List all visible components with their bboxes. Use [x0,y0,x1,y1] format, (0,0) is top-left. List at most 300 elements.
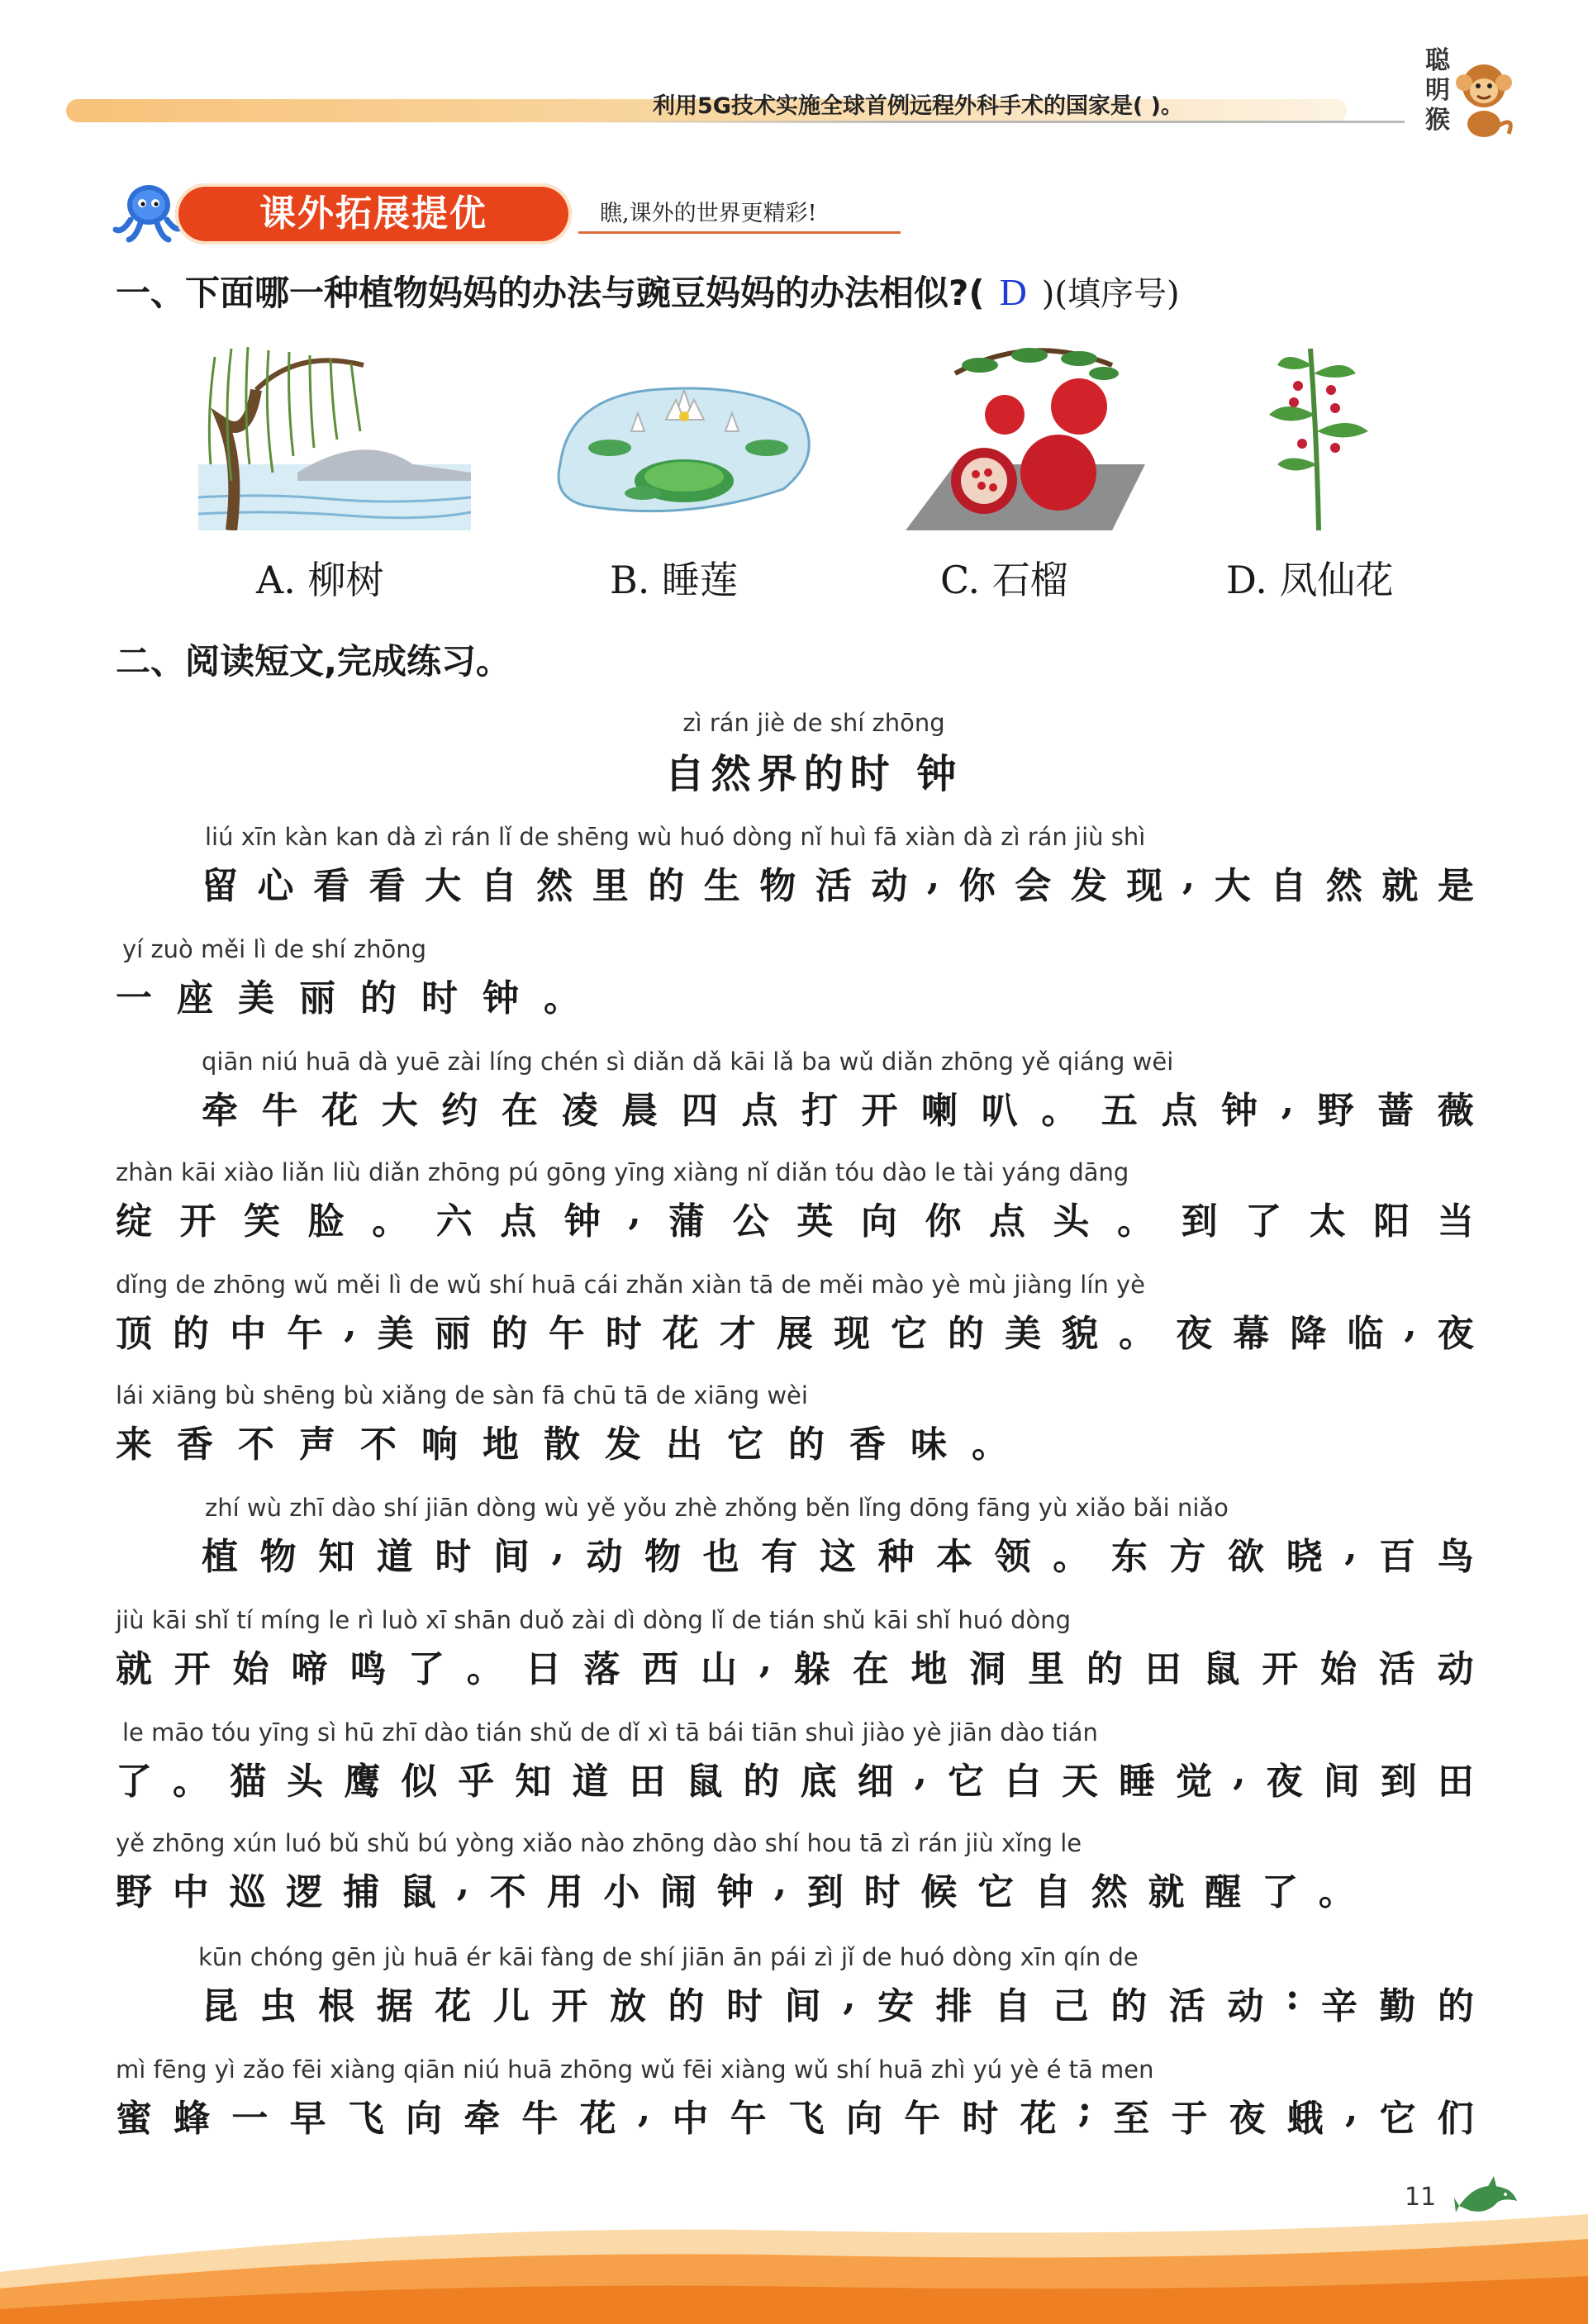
text-char: 中 [672,2098,709,2140]
question-1-suffix: )(填序号) [1041,275,1180,313]
text-char: 会 [1015,865,1052,907]
text-char: 鸟 [1437,1536,1474,1578]
text-char: 洞 [969,1648,1006,1690]
text-line [202,1081,1474,1132]
footer-decor-band [0,2198,1588,2324]
text-char: 你 [925,1200,962,1243]
text-char: 用 [546,1871,583,1913]
text-char: , [551,1527,564,1569]
text-char: 时 [421,977,458,1019]
text-char: 。 [372,1200,409,1243]
text-char: 夜 [1176,1313,1213,1355]
text-char: , [1345,2089,1358,2131]
text-char: 欲 [1228,1536,1265,1578]
text-char: 香 [177,1423,213,1466]
text-char: 看 [313,865,350,907]
text-char: 据 [376,1985,413,2027]
text-char: 醒 [1205,1871,1242,1913]
text-char: 就 [116,1648,152,1690]
text-char: 至 [1113,2098,1150,2140]
text-line [116,1639,1474,1690]
text-char: 间 [492,1536,530,1578]
text-char: 留 [202,865,238,907]
text-char: 钟 [563,1200,601,1243]
text-char: 牛 [521,2098,559,2140]
text-line [116,1191,1474,1243]
text-char: 了 [116,1761,152,1803]
text-char: 落 [583,1648,620,1690]
text-char: 们 [1437,2098,1474,2140]
text-char: 乎 [458,1761,495,1803]
text-char: , [456,1862,470,1904]
text-char: 点 [1161,1090,1198,1132]
text-char: 似 [401,1761,438,1803]
text-char: 就 [1381,865,1419,907]
text-char: 午 [730,2098,767,2140]
text-char: 响 [421,1423,458,1466]
text-char: 花 [435,1985,472,2027]
pinyin-line: yí zuò měi lì de shí zhōng [122,935,427,963]
text-char: 。 [466,1648,503,1690]
text-char: 方 [1169,1536,1206,1578]
text-char: 野 [1317,1090,1354,1132]
text-char: 野 [116,1871,152,1913]
pinyin-line: liú xīn kàn kan dà zì rán lǐ de shēng wù huó dòng nǐ huì fā xiàn dà zì rán jiù shì [205,823,1146,851]
text-char: 它 [948,1761,985,1803]
text-char: 它 [1379,2098,1416,2140]
text-char: 头 [1053,1200,1090,1243]
pinyin-line: yě zhōng xún luó bǔ shǔ bú yòng xiǎo nào zhōng dào shí hou tā zì rán jiù xǐng le [116,1829,1082,1857]
text-char: 山 [700,1648,737,1690]
text-char: 美 [377,1313,414,1355]
text-char: 田 [1144,1648,1181,1690]
text-char: 看 [368,865,406,907]
text-line [116,1751,1474,1803]
text-line [116,968,611,1019]
text-char: 候 [920,1871,958,1913]
text-char: 。 [1041,1090,1078,1132]
text-char: , [843,1976,856,2018]
text-char: 现 [833,1313,870,1355]
option-b: B. 睡莲 [610,558,739,602]
brand-char: 猴 [1425,106,1450,135]
text-char: 钟 [1221,1090,1258,1132]
text-char: 的 [360,977,397,1019]
text-char: 阳 [1373,1200,1410,1243]
passage-title-pinyin: zì rán jiè de shí zhōng [682,709,945,737]
text-char: 。 [1053,1536,1090,1578]
text-char: 一 [231,2098,269,2140]
option-a: A. 柳树 [256,558,384,602]
text-char: 领 [994,1536,1031,1578]
willow-tree-icon [198,340,471,530]
text-char: 。 [972,1423,1008,1466]
text-char: 花 [321,1090,359,1132]
text-char: 六 [435,1200,473,1243]
text-char: 。 [1119,1313,1156,1355]
text-char: 牛 [261,1090,298,1132]
text-char: 然 [1091,1871,1128,1913]
text-char: 物 [644,1536,682,1578]
pinyin-line: le māo tóu yīng sì hū zhī dào tián shǔ de dǐ xì tā bái tiān shuì jiào yè jiān dào tián [122,1718,1098,1747]
text-char: 发 [1070,865,1107,907]
text-char: 鸣 [349,1648,387,1690]
text-char: 座 [177,977,213,1019]
text-char: 丽 [434,1313,471,1355]
text-char: 顶 [116,1313,152,1355]
text-char: 的 [788,1423,825,1466]
text-char: 猫 [230,1761,267,1803]
text-char: 大 [1214,865,1251,907]
text-char: 自 [994,1985,1031,2027]
text-line [202,1976,1474,2027]
text-char: 的 [948,1313,985,1355]
monkey-mascot-icon [1451,58,1517,140]
text-char: 啼 [291,1648,328,1690]
text-char: 展 [776,1313,813,1355]
text-char: 觉 [1176,1761,1213,1803]
text-char: 逻 [286,1871,323,1913]
text-char: 开 [551,1985,588,2027]
text-char: 午 [287,1313,324,1355]
text-char: 花 [1020,2098,1057,2140]
text-char: 地 [910,1648,948,1690]
text-char: 物 [759,865,796,907]
text-char: 蒲 [668,1200,706,1243]
text-char: 发 [605,1423,641,1466]
text-char: 己 [1052,1985,1089,2027]
text-char: 钟 [483,977,519,1019]
text-char: 鼠 [1203,1648,1240,1690]
text-char: 也 [702,1536,739,1578]
balsam-flower-icon [1253,340,1376,530]
pinyin-line: zhí wù zhī dào shí jiān dòng wù yě yǒu zhè zhǒng běn lǐng dōng fāng yù xiǎo bǎi niǎo [205,1494,1229,1522]
text-char: 一 [116,977,152,1019]
text-char: 花 [662,1313,699,1355]
text-char: 然 [536,865,573,907]
text-char: 了 [1245,1200,1282,1243]
text-char: 出 [666,1423,702,1466]
text-char: 点 [741,1090,778,1132]
text-char: 东 [1110,1536,1148,1578]
text-char: , [758,1639,773,1681]
text-char: 向 [845,2098,882,2140]
text-char: 。 [544,977,580,1019]
question-1 [116,266,1537,316]
text-char: 在 [501,1090,538,1132]
text-char: 四 [681,1090,718,1132]
text-char: 心 [257,865,294,907]
passage-title: 自然界的时 钟 [664,751,963,797]
text-char: 向 [860,1200,897,1243]
text-char: 自 [480,865,517,907]
text-char: 时 [435,1536,472,1578]
text-char: 晨 [621,1090,658,1132]
text-char: 它 [977,1871,1015,1913]
text-char: 知 [318,1536,355,1578]
option-c: C. 石榴 [940,558,1068,602]
text-char: 小 [603,1871,640,1913]
text-line [202,856,1474,907]
text-char: , [637,2089,651,2131]
text-line [202,1527,1474,1578]
text-char: , [773,1862,787,1904]
text-char: 大 [381,1090,418,1132]
text-char: 来 [116,1423,152,1466]
text-char: 牵 [202,1090,238,1132]
text-char: 公 [732,1200,769,1243]
text-char: 安 [877,1985,915,2027]
text-char: 夜 [1229,2098,1266,2140]
text-char: 声 [299,1423,335,1466]
text-char: 。 [173,1761,210,1803]
text-char: 到 [1181,1200,1218,1243]
text-char: 夜 [1437,1313,1474,1355]
text-char: 道 [572,1761,609,1803]
pinyin-line: zhàn kāi xiào liǎn liù diǎn zhōng pú gōng yīng xiàng nǐ diǎn tóu dào le tài yáng dāng [116,1158,1129,1186]
text-char: 到 [1380,1761,1417,1803]
text-char: 钟 [716,1871,754,1913]
text-char: 中 [230,1313,267,1355]
pomegranate-icon [906,340,1145,530]
text-char: 间 [1323,1761,1360,1803]
text-char: 动 [871,865,908,907]
text-char: 蜂 [174,2098,211,2140]
text-char: 五 [1101,1090,1138,1132]
text-char: 根 [318,1985,355,2027]
text-char: 牵 [464,2098,501,2140]
text-line [116,1304,1474,1355]
text-char: 你 [958,865,996,907]
text-char: 活 [815,865,852,907]
text-char: 本 [936,1536,973,1578]
text-char: 开 [179,1200,216,1243]
text-char: 太 [1309,1200,1346,1243]
text-char: 凌 [561,1090,598,1132]
text-char: 田 [629,1761,666,1803]
text-char: 地 [483,1423,519,1466]
brand-char: 明 [1425,76,1450,105]
text-char: 有 [761,1536,798,1578]
text-char: 大 [425,865,462,907]
text-char: 午 [548,1313,585,1355]
text-char: 英 [796,1200,834,1243]
text-char: 晓 [1286,1536,1323,1578]
text-char: 的 [1110,1985,1148,2027]
section-note: 瞧,课外的世界更精彩! [600,201,817,226]
text-char: , [344,1304,357,1346]
text-char: , [1233,1751,1246,1794]
text-char: 昆 [202,1985,238,2027]
text-char: 活 [1168,1985,1205,2027]
text-line [116,1414,1025,1466]
page-number: 11 [1405,2183,1437,2212]
text-char: 叭 [981,1090,1018,1132]
question-2-prompt: 二、阅读短文,完成练习。 [116,641,511,682]
text-char: 的 [668,1985,705,2027]
text-char: 的 [648,865,685,907]
text-char: 味 [910,1423,947,1466]
text-char: 打 [801,1090,838,1132]
text-char: 蜜 [116,2098,152,2140]
text-char: 才 [719,1313,756,1355]
text-char: 点 [500,1200,537,1243]
text-char: 了 [407,1648,445,1690]
text-char: 幕 [1233,1313,1270,1355]
text-char: 田 [1437,1761,1474,1803]
text-char: 始 [1320,1648,1357,1690]
text-char: 虫 [259,1985,297,2027]
text-char: 放 [609,1985,646,2027]
text-char: 绽 [116,1200,152,1243]
text-char: ; [1077,2089,1092,2131]
text-char: 活 [1378,1648,1415,1690]
text-char: 时 [863,1871,901,1913]
text-char: 美 [238,977,274,1019]
text-char: 丽 [299,977,335,1019]
text-char: 细 [857,1761,894,1803]
text-char: 底 [800,1761,837,1803]
text-char: 是 [1437,865,1474,907]
text-char: 白 [1005,1761,1042,1803]
text-char: 的 [1437,1985,1474,2027]
text-char: 时 [726,1985,763,2027]
text-char: 儿 [492,1985,530,2027]
text-char: 鼠 [686,1761,723,1803]
text-char: , [1181,856,1196,898]
section-banner [107,173,818,256]
text-char: , [628,1191,641,1233]
text-char: 生 [703,865,740,907]
text-char: 辛 [1320,1985,1357,2027]
text-char: 巡 [229,1871,266,1913]
text-char: 自 [1034,1871,1071,1913]
text-char: 貌 [1062,1313,1099,1355]
text-char: 时 [962,2098,999,2140]
question-1-answer: D [999,271,1027,313]
pinyin-line: dǐng de zhōng wǔ měi lì de wǔ shí huā cái zhǎn xiàn tā de měi mào yè mù jiàng lín yè [116,1271,1146,1299]
text-char: 不 [238,1423,274,1466]
text-char: 不 [360,1423,397,1466]
text-char: 头 [287,1761,324,1803]
text-char: 开 [174,1648,211,1690]
text-char: , [1344,1527,1357,1569]
text-char: 散 [544,1423,580,1466]
text-char: 当 [1437,1200,1474,1243]
text-char: 夜 [1266,1761,1303,1803]
text-char: 勤 [1379,1985,1416,2027]
option-d: D. 凤仙花 [1226,558,1394,602]
octopus-mascot-icon [107,180,182,246]
text-char: 飞 [347,2098,384,2140]
text-char: 鹰 [344,1761,381,1803]
text-char: 不 [489,1871,526,1913]
text-char: 鼠 [399,1871,436,1913]
pinyin-line: mì fēng yì zǎo fēi xiàng qiān niú huā zhōng wǔ fēi xiàng wǔ shí huā zhì yú yè é tā men [116,2055,1154,2084]
question-1-prompt: 一、下面哪一种植物妈妈的办法与豌豆妈妈的办法相似?( [116,273,985,313]
section-note-underline [578,231,901,234]
text-char: 就 [1148,1871,1185,1913]
text-char: 的 [743,1761,780,1803]
text-char: 。 [1318,1871,1355,1913]
text-char: 中 [172,1871,209,1913]
pinyin-line: jiù kāi shǐ tí míng le rì luò xī shān duǒ zài dì dòng lǐ de tián shǔ kāi shǐ huó dòng [116,1606,1072,1634]
text-char: 蔷 [1377,1090,1414,1132]
text-char: 排 [935,1985,972,2027]
text-char: , [1281,1081,1295,1123]
text-char: , [926,856,940,898]
text-char: 花 [579,2098,616,2140]
text-char: 开 [1262,1648,1299,1690]
text-char: 百 [1379,1536,1416,1578]
text-char: , [914,1751,927,1794]
text-char: 它 [890,1313,927,1355]
text-char: 植 [202,1536,238,1578]
text-char: 薇 [1437,1090,1474,1132]
text-char: 物 [259,1536,297,1578]
pinyin-line: kūn chóng gēn jù huā ér kāi fàng de shí jiān ān pái zì jǐ de huó dòng xīn qín de [198,1943,1139,1971]
text-char: 在 [852,1648,889,1690]
text-char: 然 [1325,865,1362,907]
text-char: 动 [1227,1985,1264,2027]
text-char: 香 [849,1423,886,1466]
text-char: 里 [592,865,629,907]
text-char: 约 [441,1090,478,1132]
text-char: 日 [525,1648,562,1690]
text-char: 了 [1262,1871,1299,1913]
text-char: 于 [1171,2098,1208,2140]
text-char: 向 [406,2098,443,2140]
text-char: 飞 [787,2098,825,2140]
header-rule [578,121,1405,123]
text-char: 现 [1126,865,1163,907]
text-char: 种 [877,1536,915,1578]
text-char: : [1286,1976,1300,2018]
text-char: 天 [1062,1761,1099,1803]
brand-char: 聪 [1425,46,1450,75]
section-title: 课外拓展提优 [175,183,572,245]
text-char: 西 [642,1648,679,1690]
text-char: 点 [988,1200,1025,1243]
pinyin-line: qiān niú huā dà yuē zài líng chén sì diǎn dǎ kāi lǎ ba wǔ diǎn zhōng yě qiáng wēi [202,1048,1174,1076]
text-char: 捕 [343,1871,380,1913]
text-char: 蛾 [1286,2098,1324,2140]
text-char: 睡 [1119,1761,1156,1803]
text-char: 知 [515,1761,552,1803]
pinyin-line: lái xiāng bù shēng bù xiǎng de sàn fā chū tā de xiāng wèi [116,1381,808,1409]
text-char: , [1404,1304,1417,1346]
text-char: 这 [819,1536,856,1578]
text-char: 降 [1290,1313,1327,1355]
text-char: 早 [289,2098,326,2140]
text-char: 临 [1347,1313,1384,1355]
text-char: 脸 [307,1200,345,1243]
text-char: 里 [1028,1648,1065,1690]
text-char: 道 [376,1536,413,1578]
text-char: 的 [173,1313,210,1355]
text-char: 。 [1117,1200,1154,1243]
text-char: 的 [491,1313,528,1355]
text-line [116,1862,1355,1913]
header-question: 利用5G技术实施全球首例远程外科手术的国家是( )。 [653,93,1184,119]
text-char: 动 [1437,1648,1474,1690]
water-lily-icon [552,340,816,530]
text-char: 开 [861,1090,898,1132]
text-char: 动 [586,1536,623,1578]
text-char: 躲 [793,1648,830,1690]
text-char: 喇 [921,1090,958,1132]
text-char: 它 [727,1423,763,1466]
